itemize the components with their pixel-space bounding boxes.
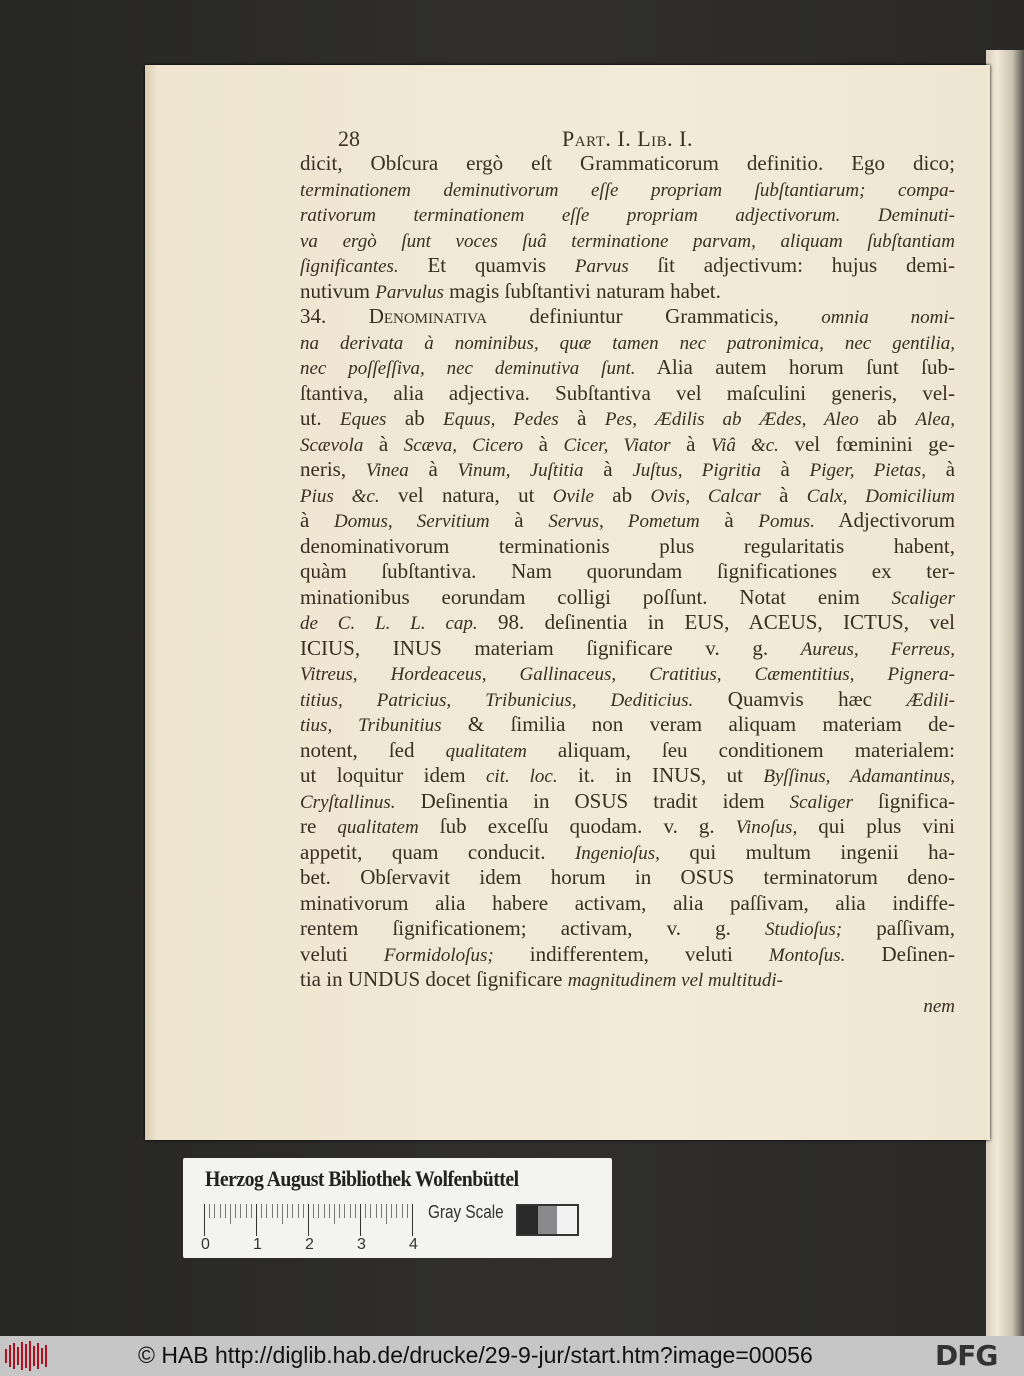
text-segment: neris, <box>300 457 366 481</box>
italic-text: nem <box>923 995 955 1017</box>
page-body-text <box>300 151 955 1018</box>
ruler-tick <box>381 1204 382 1218</box>
ruler-tick <box>360 1204 361 1236</box>
text-segment: vel fœminini ge- <box>778 431 955 456</box>
italic-text: Ingenioſus, <box>574 842 660 864</box>
text-segment: ſub exceſſu quodam. v. g. <box>418 814 736 838</box>
ruler-tick <box>225 1204 226 1218</box>
text-segment: definiuntur Grammaticis, <box>486 304 822 328</box>
ruler-tick <box>287 1204 288 1218</box>
italic-text: Scæva, Cicero <box>403 434 524 456</box>
scale-number: 3 <box>357 1236 366 1253</box>
ruler-tick <box>261 1204 262 1218</box>
italic-text: Servus, Pometum <box>548 511 700 532</box>
text-segment: à <box>670 431 711 456</box>
italic-text: Juſtus, Pigritia <box>632 460 761 481</box>
italic-text: rativorum terminationem eſſe propriam adjectivorum. Deminuti- <box>300 205 955 226</box>
text-segment: quàm ſubſtantiva. Nam quorundam ſignificationes ex ter- <box>300 559 955 583</box>
italic-text: Vinoſus, <box>735 817 798 838</box>
text-line <box>300 330 955 356</box>
text-segment: ab <box>593 482 651 507</box>
running-head: Part. I. Lib. I. <box>562 126 693 151</box>
italic-text: Ovis, Calcar <box>650 485 761 507</box>
italic-text: Vinum, Juſtitia <box>457 460 584 481</box>
italic-text: omnia nomi- <box>821 307 955 328</box>
text-segment: qui multum ingenii ha- <box>659 839 955 864</box>
text-segment: paſſivam, <box>842 916 955 940</box>
library-name: Herzog August Bibliothek Wolfenbüttel <box>205 1166 519 1191</box>
scale-number: 2 <box>305 1236 314 1253</box>
scale-ruler <box>204 1204 416 1240</box>
text-segment: à <box>300 508 335 532</box>
logo-bar <box>41 1348 43 1364</box>
italic-text: Alea, <box>915 409 955 430</box>
ruler-tick <box>370 1204 371 1218</box>
text-line <box>300 814 955 840</box>
ruler-tick <box>214 1204 215 1218</box>
text-segment: à <box>925 457 955 481</box>
scale-number: 0 <box>201 1236 210 1253</box>
italic-text: ſignificantes. <box>300 256 399 277</box>
text-line <box>300 840 955 866</box>
text-segment: Denominativa <box>368 304 487 328</box>
italic-text: va ergò ſunt voces ſuâ terminatione parvam, aliquam ſubſtantiam <box>300 230 955 252</box>
italic-text: Equus, Pedes <box>443 409 559 430</box>
italic-text: de C. L. L. cap. <box>300 613 478 634</box>
italic-text: Studioſus; <box>765 919 843 940</box>
text-segment: Et quamvis <box>398 253 575 277</box>
ruler-tick <box>204 1204 205 1236</box>
text-line <box>300 202 955 228</box>
italic-text: na derivata à nominibus, quæ tamen nec patronimica, nec gentilia, <box>300 332 955 354</box>
text-segment: 98. deſinentia in EUS, ACEUS, ICTUS, vel <box>477 610 955 634</box>
text-segment: ICIUS, INUS materiam ſignificare v. g. <box>300 635 801 660</box>
italic-text: Scaliger <box>891 587 955 609</box>
italic-text: nec poſſeſſiva, nec deminutiva ſunt. <box>300 358 636 379</box>
ruler-tick <box>256 1204 257 1236</box>
library-color-card <box>183 1158 612 1258</box>
text-segment: à <box>583 457 633 481</box>
text-segment: re <box>300 814 338 838</box>
ruler-tick <box>355 1204 356 1218</box>
text-line <box>300 406 955 432</box>
text-line <box>300 279 955 305</box>
text-segment: appetit, quam conducit. <box>300 839 575 864</box>
text-segment: à <box>408 457 458 481</box>
text-line <box>300 228 955 254</box>
ruler-tick <box>235 1204 236 1218</box>
italic-text: titius, Patricius, Tribunicius, Dediticius. <box>300 689 694 711</box>
italic-text: Vitreus, Hordeaceus, Gallinaceus, Cratitius, Cæmentitius, Pignera- <box>300 664 955 685</box>
italic-text: Domus, Servitium <box>334 511 490 532</box>
ruler-tick <box>266 1204 267 1218</box>
logo-bar <box>5 1349 7 1363</box>
ruler-tick <box>365 1204 366 1218</box>
text-line <box>300 967 955 993</box>
text-line <box>300 687 955 713</box>
ruler-tick <box>230 1204 231 1224</box>
ruler-tick <box>298 1204 299 1218</box>
text-line <box>300 636 955 662</box>
ruler-tick <box>246 1204 247 1218</box>
text-line <box>300 508 955 534</box>
ruler-tick <box>282 1204 283 1224</box>
copyright-url: © HAB http://diglib.hab.de/drucke/29-9-jur/start.htm?image=00056 <box>138 1342 813 1368</box>
text-segment: magis ſubſtantivi naturam habet. <box>443 278 721 303</box>
italic-text: Ovile <box>552 485 594 507</box>
ruler-tick <box>308 1204 309 1236</box>
text-segment: veluti <box>300 941 384 966</box>
text-segment: rentem ſignificationem; activam, v. g. <box>300 916 766 940</box>
text-segment: indifferentem, veluti <box>493 941 769 966</box>
text-segment: ut. <box>300 406 341 430</box>
ruler-tick <box>344 1204 345 1218</box>
text-line <box>300 151 955 177</box>
italic-text: Cryſtallinus. <box>300 791 396 813</box>
ruler-tick <box>292 1204 293 1218</box>
italic-text: Formidoloſus; <box>383 944 494 966</box>
italic-text: Montoſus. <box>768 944 846 966</box>
italic-text: Vinea <box>365 460 409 481</box>
italic-text: tius, Tribunitius <box>300 715 442 736</box>
italic-text: Piger, Pietas, <box>809 460 926 481</box>
ruler-tick <box>240 1204 241 1218</box>
text-segment: Quamvis hæc <box>693 686 907 711</box>
gray-scale-label: Gray Scale <box>428 1202 504 1222</box>
italic-text: Scævola <box>300 434 364 456</box>
italic-text: qualitatem <box>445 740 527 762</box>
logo-bar <box>21 1342 23 1370</box>
text-segment: denominativorum terminationis plus regularitatis habent, <box>300 533 955 558</box>
text-segment: Deſinen- <box>845 941 955 966</box>
ruler-tick <box>303 1204 304 1218</box>
text-line <box>300 355 955 381</box>
ruler-tick <box>339 1204 340 1218</box>
italic-text: Scaliger <box>789 791 853 813</box>
text-line <box>300 177 955 203</box>
gray-swatch-cell <box>557 1206 577 1234</box>
ruler-tick <box>350 1204 351 1218</box>
ruler-tick <box>402 1204 403 1218</box>
italic-text: Byſſinus, Adamantinus, <box>763 766 955 787</box>
italic-text: magnitudinem vel multitudi- <box>567 970 783 991</box>
text-line <box>300 738 955 764</box>
text-line <box>300 610 955 636</box>
page-header <box>300 126 955 152</box>
text-line <box>300 559 955 585</box>
text-segment: qui plus vini <box>797 814 955 838</box>
ruler-tick <box>324 1204 325 1218</box>
text-line <box>300 891 955 917</box>
italic-text: qualitatem <box>337 817 419 838</box>
italic-text: Pius &c. <box>300 485 380 507</box>
text-segment: à <box>558 406 605 430</box>
adjacent-page-edge <box>986 50 1024 1336</box>
text-segment: & ſimilia non veram aliquam materiam de- <box>441 712 955 736</box>
text-segment: bet. Obſervavit idem horum in OSUS terminatorum deno- <box>300 865 955 889</box>
hab-logo-icon <box>5 1341 47 1371</box>
logo-bar <box>25 1344 27 1368</box>
ruler-tick <box>396 1204 397 1218</box>
logo-bar <box>45 1345 47 1367</box>
ruler-tick <box>220 1204 221 1218</box>
text-segment: it. in INUS, ut <box>557 763 764 787</box>
italic-text: Pomus. <box>758 511 815 532</box>
ruler-tick <box>412 1204 413 1236</box>
italic-text: Cicer, Viator <box>563 434 671 456</box>
ruler-tick <box>407 1204 408 1218</box>
ruler-tick <box>277 1204 278 1218</box>
logo-bar <box>13 1343 15 1369</box>
text-segment: à <box>363 431 404 456</box>
italic-text: Pes, Ædilis ab Ædes, Aleo <box>604 409 859 430</box>
text-segment: Adjectivorum <box>814 508 955 532</box>
text-segment: ſit adjectivum: hujus demi- <box>628 253 955 277</box>
text-line <box>300 432 955 458</box>
scale-number: 4 <box>409 1236 418 1253</box>
logo-bar <box>29 1341 31 1371</box>
page-number: 28 <box>338 126 360 151</box>
text-segment: Deſinentia in OSUS tradit idem <box>395 788 790 813</box>
logo-bar <box>9 1345 11 1367</box>
ruler-tick <box>376 1204 377 1218</box>
dfg-logo: DFG <box>935 1339 998 1372</box>
text-segment: dicit, Obſcura ergò eſt Grammaticorum definitio. Ego dico; <box>300 151 955 175</box>
text-line <box>300 712 955 738</box>
text-segment: ut loquitur idem <box>300 763 486 787</box>
ruler-tick <box>386 1204 387 1224</box>
text-segment: ab <box>386 406 444 430</box>
text-line <box>300 789 955 815</box>
text-segment: vel natura, ut <box>379 482 553 507</box>
text-line <box>300 916 955 942</box>
text-segment: minationibus eorundam colligi poſſunt. Notat enim <box>300 584 892 609</box>
text-line <box>300 993 955 1019</box>
text-segment: nutivum <box>300 278 376 303</box>
footer-bar <box>0 1336 1024 1376</box>
text-line <box>300 942 955 968</box>
text-line <box>300 381 955 407</box>
text-segment: ab <box>858 406 916 430</box>
italic-text: Viâ &c. <box>710 434 779 456</box>
text-segment: notent, ſed <box>300 737 446 762</box>
ruler-tick <box>334 1204 335 1224</box>
logo-bar <box>17 1347 19 1365</box>
text-segment: 34. <box>300 304 369 328</box>
text-segment: minativorum alia habere activam, alia paſſivam, alia indiffe- <box>300 890 955 915</box>
ruler-tick <box>251 1204 252 1218</box>
text-segment: à <box>489 508 549 532</box>
text-segment: à <box>523 431 564 456</box>
text-line <box>300 865 955 891</box>
ruler-tick <box>313 1204 314 1218</box>
italic-text: terminationem deminutivorum eſſe propriam ſubſtantiarum; compa- <box>300 179 955 201</box>
text-segment: à <box>760 482 807 507</box>
italic-text: Calx, Domicilium <box>806 485 955 507</box>
text-segment: Alia autem horum ſunt ſub- <box>635 355 955 379</box>
text-segment: aliquam, ſeu conditionem materialem: <box>526 737 955 762</box>
italic-text: Parvus <box>574 256 629 277</box>
text-segment: à <box>760 457 810 481</box>
text-line <box>300 585 955 611</box>
text-line <box>300 253 955 279</box>
text-segment: tia in UNDUS docet ſignificare <box>300 967 568 991</box>
gray-scale-swatch <box>516 1204 579 1236</box>
text-line <box>300 661 955 687</box>
italic-text: Eques <box>340 409 387 430</box>
text-line <box>300 457 955 483</box>
text-line <box>300 304 955 330</box>
logo-bar <box>37 1343 39 1369</box>
text-line <box>300 483 955 509</box>
ruler-tick <box>329 1204 330 1218</box>
ruler-tick <box>318 1204 319 1218</box>
ruler-tick <box>272 1204 273 1218</box>
italic-text: Aureus, Ferreus, <box>800 638 955 660</box>
italic-text: Ædili- <box>906 689 955 711</box>
logo-bar <box>33 1346 35 1366</box>
ruler-tick <box>209 1204 210 1218</box>
italic-text: Parvulus <box>375 281 444 303</box>
scale-number: 1 <box>253 1236 262 1253</box>
text-line <box>300 763 955 789</box>
gray-swatch-cell <box>538 1206 558 1234</box>
ruler-tick <box>391 1204 392 1218</box>
text-segment: ſignifica- <box>852 788 955 813</box>
text-segment: à <box>699 508 759 532</box>
gray-swatch-cell <box>518 1206 538 1234</box>
text-line <box>300 534 955 560</box>
italic-text: cit. loc. <box>486 766 558 787</box>
text-segment: ſtantiva, alia adjectiva. Subſtantiva vel maſculini generis, vel- <box>300 380 955 405</box>
